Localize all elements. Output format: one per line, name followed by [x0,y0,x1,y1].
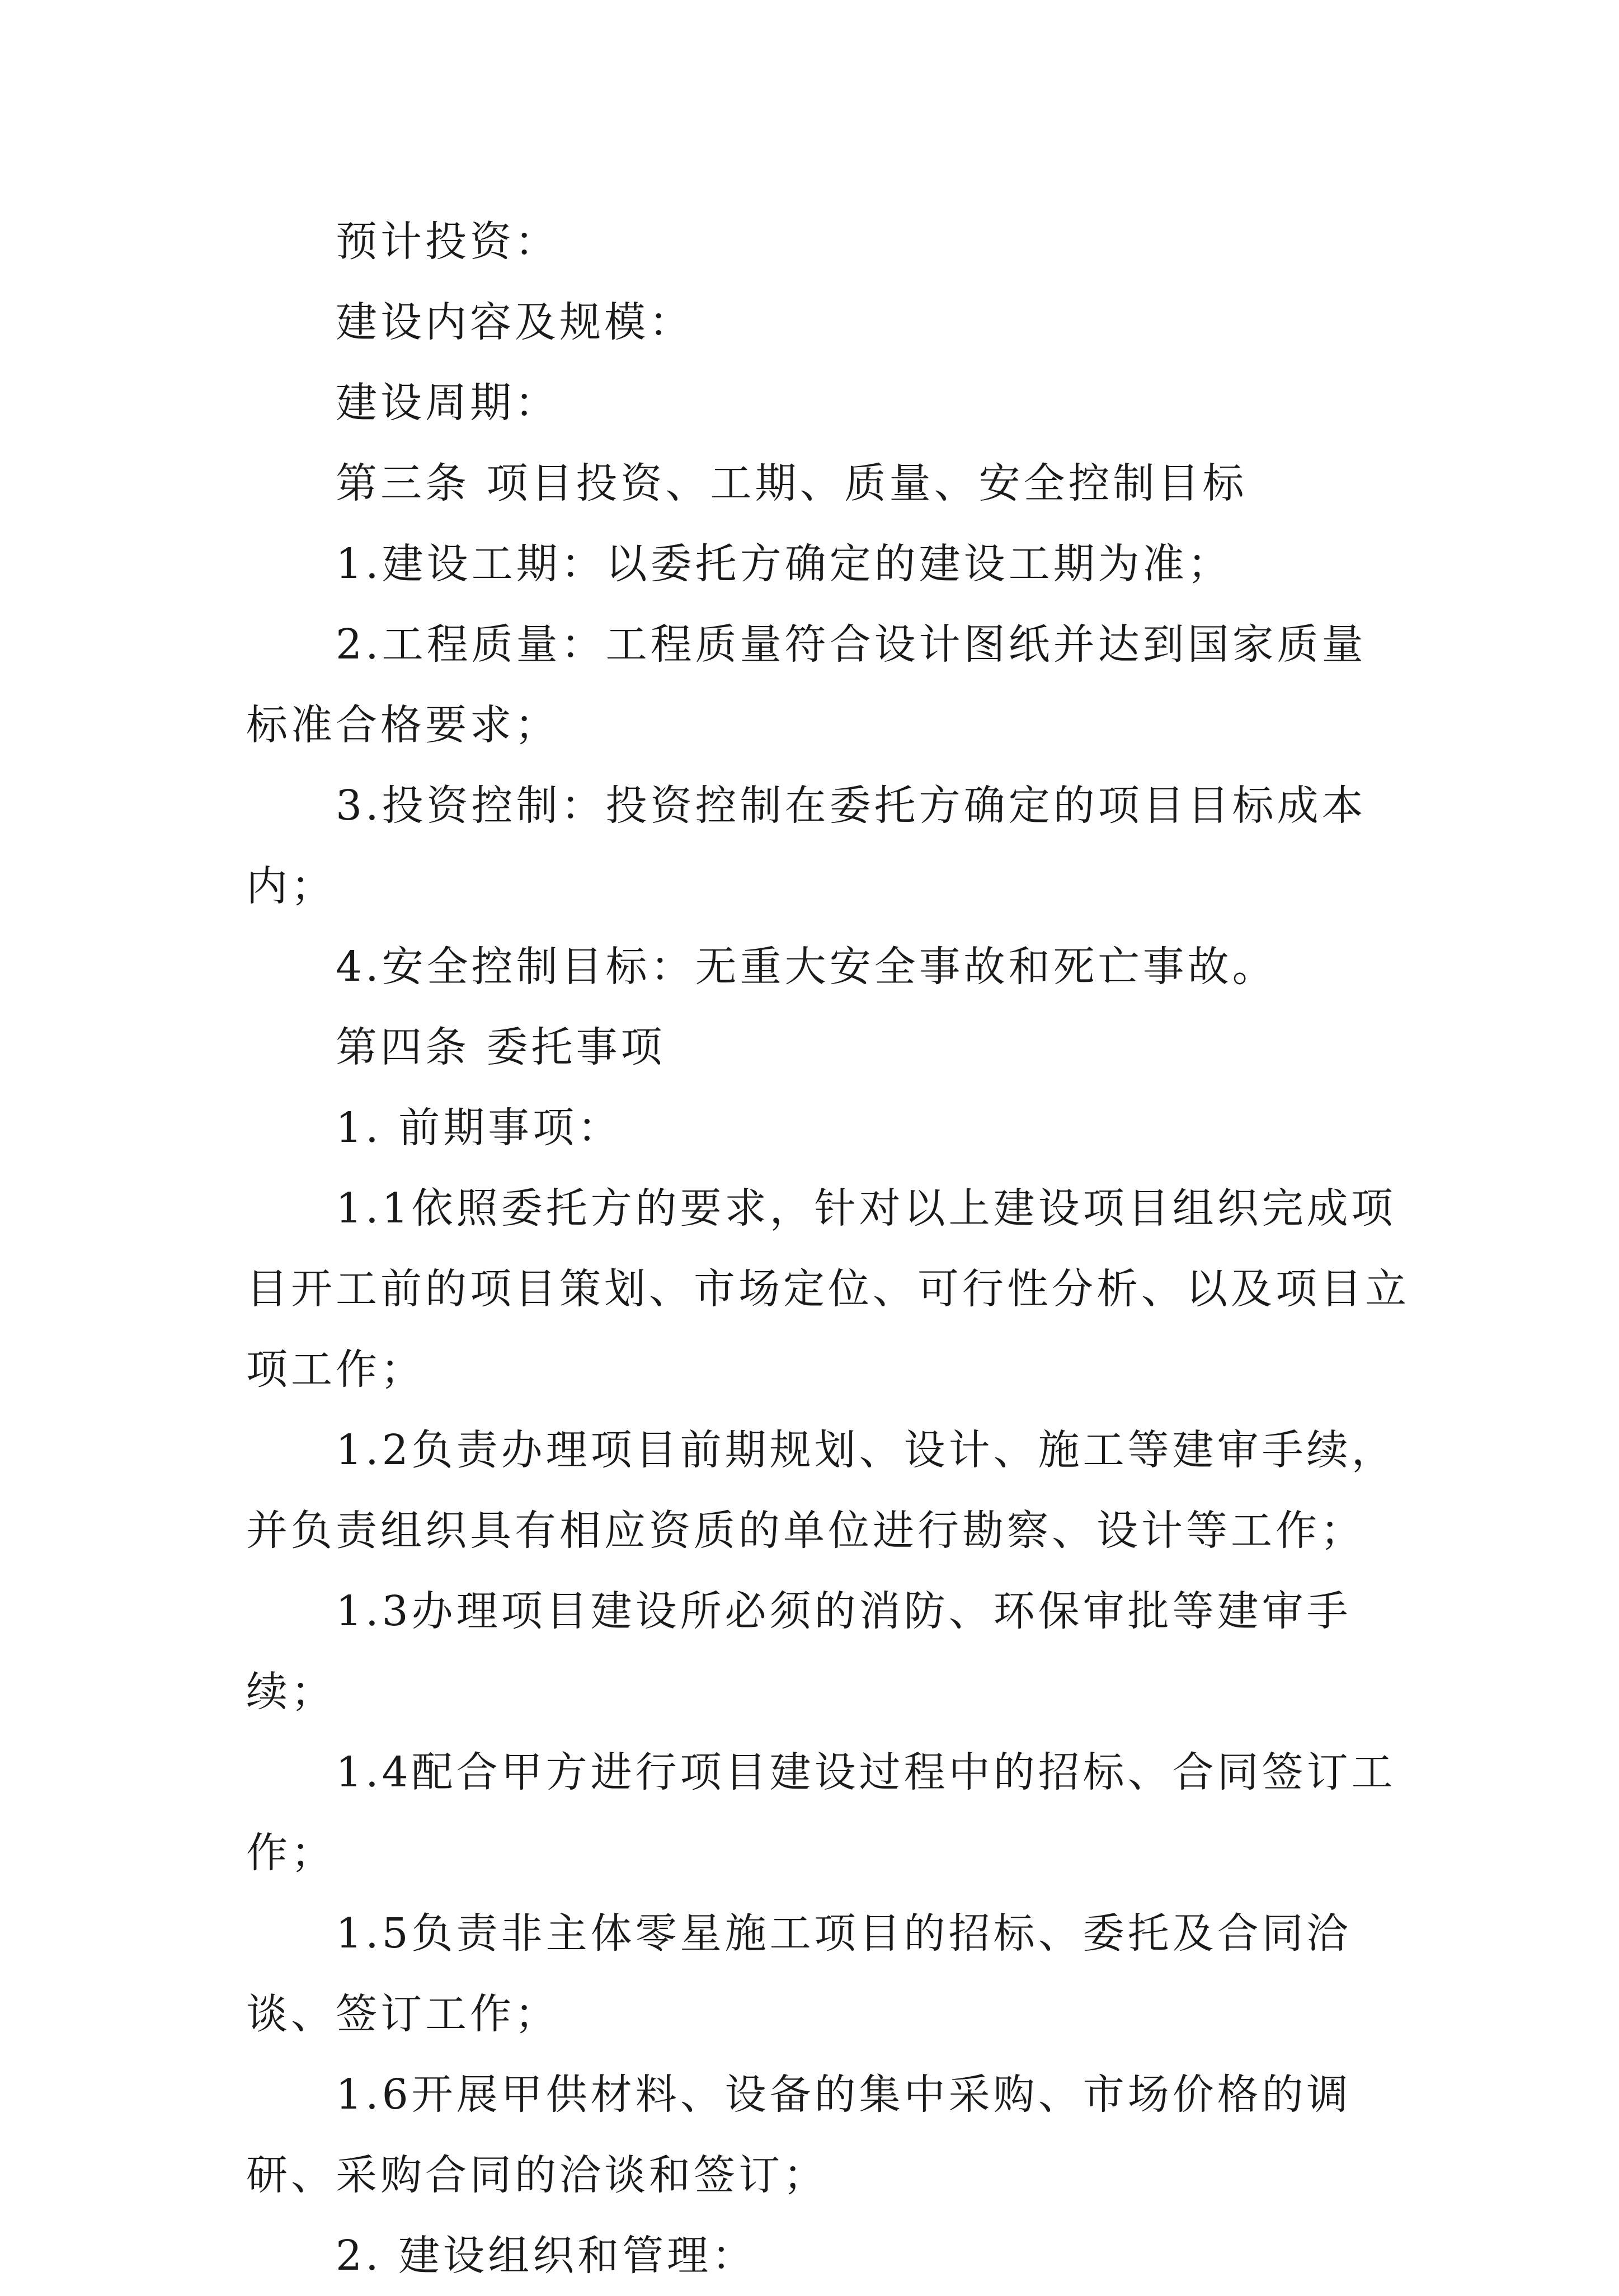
paragraph-item-1-3: 1.3办理项目建设所必须的消防、环保审批等建审手续； [246,1587,1352,1716]
article-4-heading: 第四条 委托事项 [336,1023,666,1071]
paragraph-construction-period: 建设周期： [336,379,559,427]
paragraph-item-1-2: 1.2负责办理项目前期规划、设计、施工等建审手续，并负责组织具有相应资质的单位进行勘察、设计等工作； [246,1426,1396,1555]
paragraph-item-4: 4.安全控制目标：无重大安全事故和死亡事故。 [336,943,1277,991]
paragraph-item-3: 3.投资控制：投资控制在委托方确定的项目目标成本内； [246,782,1367,910]
paragraph-item-1-4: 1.4配合甲方进行项目建设过程中的招标、合同签订工作； [246,1748,1396,1877]
paragraph-construction-scope: 建设内容及规模： [336,298,694,346]
paragraph-item-2: 2.工程质量：工程质量符合设计图纸并达到国家质量标准合格要求； [246,620,1367,749]
paragraph-item-1-1: 1.1依照委托方的要求，针对以上建设项目组织完成项目开工前的项目策划、市场定位、可行性分析、以及项目立项工作； [246,1184,1410,1394]
paragraph-item-1-6: 1.6开展甲供材料、设备的集中采购、市场价格的调研、采购合同的洽谈和签订； [246,2071,1352,2199]
article-3-heading: 第三条 项目投资、工期、质量、安全控制目标 [336,459,1248,507]
paragraph-item-1: 1.建设工期：以委托方确定的建设工期为准； [336,540,1232,588]
section-2-heading: 2. 建设组织和管理： [336,2232,757,2280]
document-body [246,201,1410,2296]
section-1-heading: 1. 前期事项： [336,1104,623,1152]
paragraph-expected-investment: 预计投资： [336,218,559,266]
paragraph-item-1-5: 1.5负责非主体零星施工项目的招标、委托及合同洽谈、签订工作； [246,1909,1352,2038]
